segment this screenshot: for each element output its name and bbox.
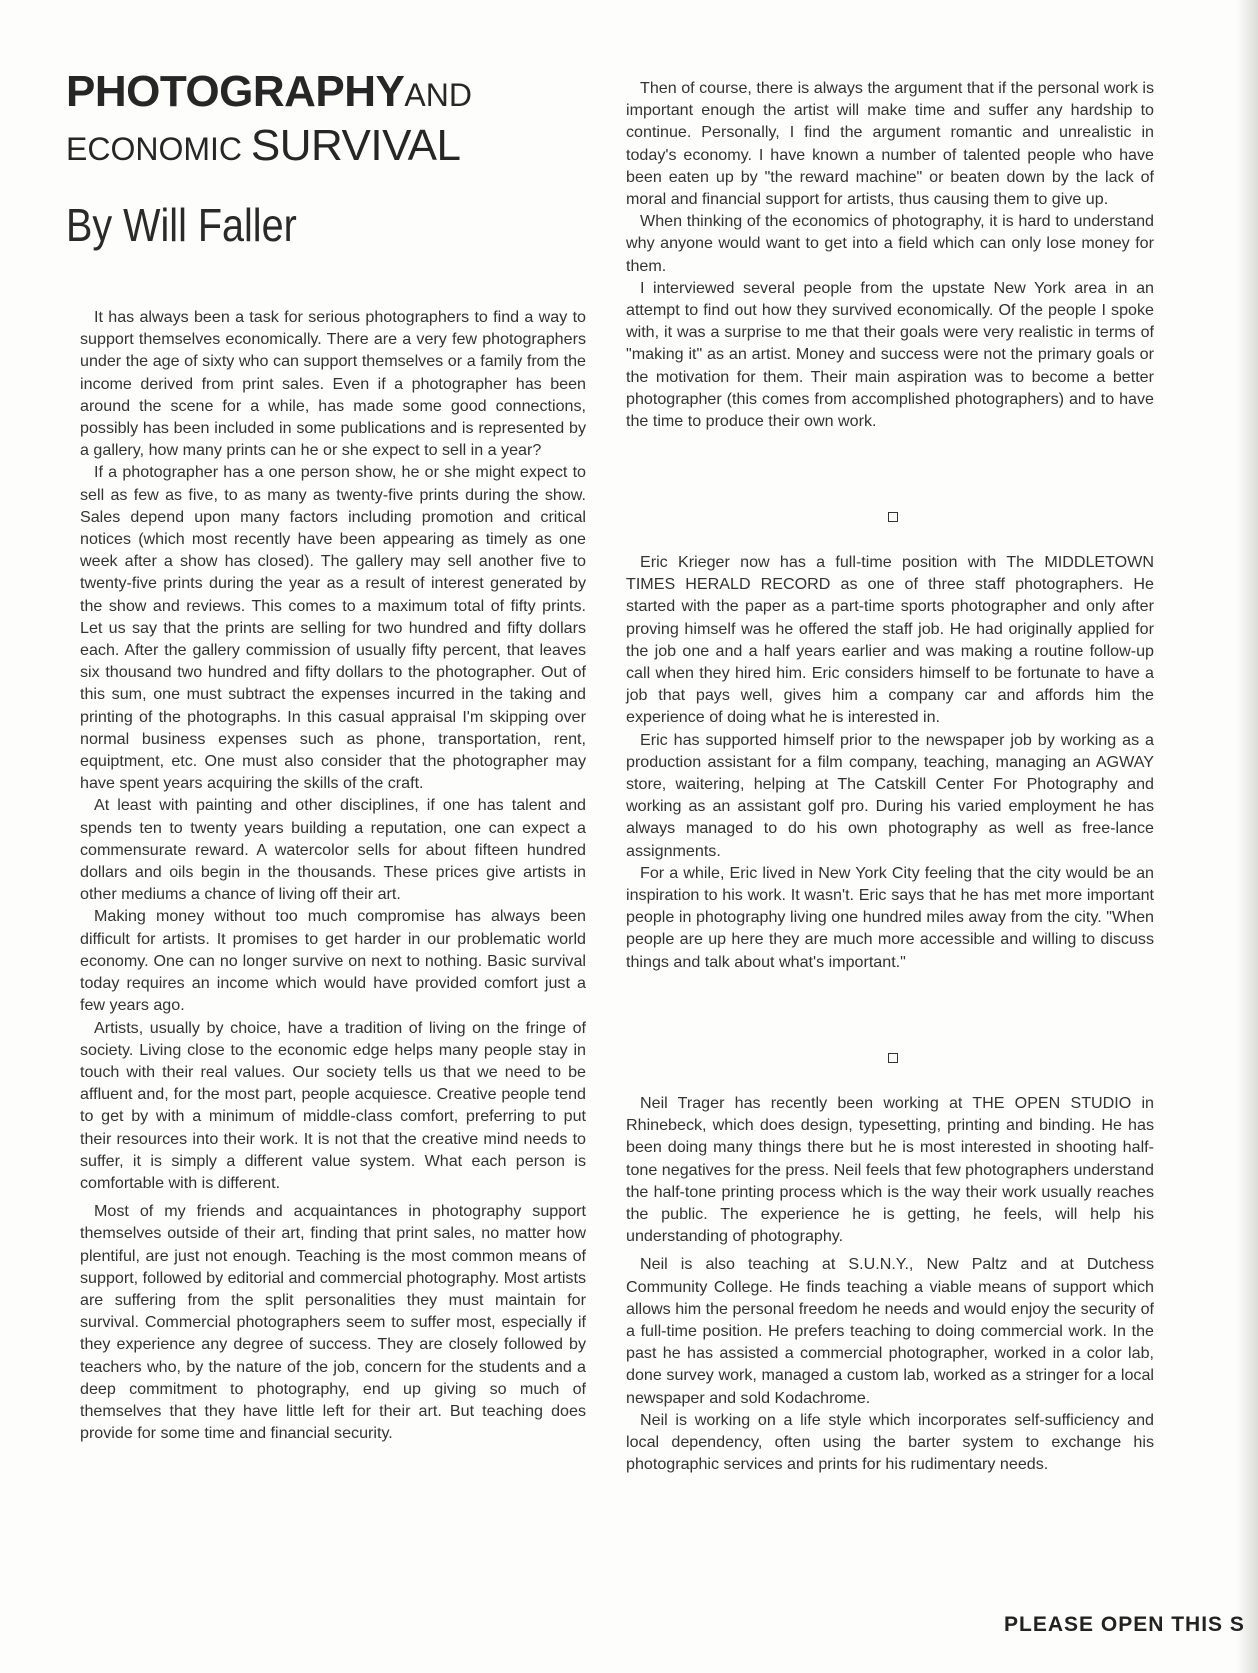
- paragraph: It has always been a task for serious photographers to find a way to support themselves economically. There are a very few photographers under the age of sixty who can support themselves or a family from the income derived from print sales. Even if a photographer has been around the scene for a while, has made some good connections, possibly has been included in some publications and is represented by a gallery, how many prints can he or she expect to sell in a year?: [80, 308, 586, 460]
- section-separator-square: [888, 512, 898, 522]
- paragraph: Neil is working on a life style which incorporates self-sufficiency and local dependency, often using the barter system to exchange his photographic services and prints for his rudimentary needs.: [626, 1410, 1154, 1474]
- paragraph: At least with painting and other disciplines, if one has talent and spends ten to twenty years building a reputation, one can expect a commensurate reward. A watercolor sells for about fifteen hundred dollars and oils begin in the thousands. These prices give artists in other mediums a chance of living off their art.: [80, 796, 586, 904]
- paragraph: I interviewed several people from the upstate New York area in an attempt to find out how they survived economically. Of the people I spoke with, it was a surprise to me that their goals were very realistic in terms of "making it" as an artist. Money and success were not the primary goals or the motivation for them. Their main aspiration was to become a better photographer (this comes from accomplished photographers) and to have the time to produce their own work.: [626, 278, 1154, 431]
- paragraph: Eric Krieger now has a full-time position with The MIDDLETOWN TIMES HERALD RECORD as one of three staff photographers. He started with the paper as a part-time sports photographer and only after proving himself was he offered the staff job. He had originally applied for the job one and a half years earlier and was making a routine follow-up call when they hired him. Eric considers himself to be fortunate to have a job that pays well, gives him a company car and affords him the experience of doing what he is interested in.: [626, 553, 1154, 727]
- paragraph: Then of course, there is always the argument that if the personal work is important enough the artist will make time and suffer any hardship to continue. Personally, I find the argument romantic and unrealistic in today's economy. I have known a number of talented people who have been eaten up by "the reward machine" or beaten down by the lack of moral and financial support for artists, thus causing them to give up.: [626, 79, 1154, 209]
- title-word-and: AND: [404, 77, 472, 113]
- byline: By Will Faller: [66, 199, 297, 251]
- title-word-survival: SURVIVAL: [250, 121, 461, 170]
- paragraph: Most of my friends and acquaintances in photography support themselves outside of their art, finding that print sales, no matter how plentiful, are just not enough. Teaching is the most common means of support, followed by editorial and commercial photography. Most artists are suffering from the split personalities they must maintain for survival. Commercial photographers seem to suffer most, especially if they experience any degree of success. They are closely followed by teachers who, by the nature of the job, concern for the students and a deep commitment to photography, end up giving so much of themselves that they have little left for their art. But teaching does provide for some time and financial security.: [80, 1202, 587, 1443]
- page-edge-shadow: [1236, 0, 1258, 1673]
- section-separator-square: [888, 1053, 898, 1063]
- left-column: [80, 306, 586, 1444]
- paragraph: If a photographer has a one person show, he or she might expect to sell as few as five, to as many as twenty-five prints during the show. Sales depend upon many factors including promotion and critical notices (which most recently have been appearing as timely as one week after a show has closed). The gallery may sell another five to twenty-five prints during the year as a result of interest generated by the show and reviews. This comes to a maximum total of fifty prints. Let us say that the prints are selling for two hundred and fifty dollars each. After the gallery commission of usually fifty percent, that leaves six thousand two hundred and fifty dollars to the photographer. Out of this sum, one must subtract the expenses incurred in the taking and printing of the photographs. In this casual appraisal I'm skipping over normal business expenses such as phone, transportation, rent, equiptment, etc. One must also consider that the photographer may have spent years acquiring the skills of the craft.: [80, 463, 586, 793]
- right-column-intro: [626, 77, 1154, 432]
- paragraph: Making money without too much compromise has always been difficult for artists. It promises to get harder in our problematic world economy. One can no longer survive on next to nothing. Basic survival today requires an income which would have provided comfort just a few years ago.: [80, 907, 586, 1015]
- paragraph: For a while, Eric lived in New York City feeling that the city would be an inspiration to his work. It wasn't. Eric says that he has met more important people in photography living one hundred miles away from the city. "When people are up here they are much more accessible and willing to discuss things and talk about what's important.": [626, 863, 1154, 971]
- article-title: [66, 67, 586, 170]
- right-column-eric-krieger: [626, 551, 1154, 973]
- paragraph: When thinking of the economics of photography, it is hard to understand why anyone would want to get into a field which can only lose money for them.: [626, 212, 1154, 275]
- paragraph: Artists, usually by choice, have a tradition of living on the fringe of society. Living close to the economic edge helps many people stay in touch with their real values. Our society tells us that we need to be affluent and, for the most part, people acquiesce. Creative people tend to get by with a minimum of middle-class comfort, preferring to put their resources into their work. It is not that the creative mind needs to suffer, it is simply a different value system. What each person is comfortable with is different.: [80, 1018, 586, 1192]
- title-word-photography: PHOTOGRAPHY: [66, 67, 405, 116]
- paragraph: Neil is also teaching at S.U.N.Y., New Paltz and at Dutchess Community College. He finds teaching a viable means of support which allows him the personal freedom he needs and would enjoy the security of a full-time position. He prefers teaching to doing commercial work. In the past he has assisted a commercial photographer, worked in a color lab, done survey work, managed a custom lab, worked as a stringer for a local newspaper and sold Kodachrome.: [626, 1255, 1154, 1407]
- right-column-neil-trager: [626, 1092, 1154, 1475]
- continue-notice: PLEASE OPEN THIS S: [1004, 1613, 1245, 1636]
- paragraph: Eric has supported himself prior to the newspaper job by working as a production assistant for a film company, teaching, managing an AGWAY store, waitering, helping at The Catskill Center For Photography and working as an assistant golf pro. During his varied employment he has always managed to do his own photography as well as free-lance assignments.: [626, 730, 1154, 860]
- paragraph: Neil Trager has recently been working at THE OPEN STUDIO in Rhinebeck, which does design, typesetting, printing and binding. He has been doing many things there but he is most interested in shooting half-tone negatives for the press. Neil feels that few photographers understand the half-tone printing process which is the way their work usually reaches the public. The experience he is getting, he feels, will help his understanding of photography.: [626, 1094, 1154, 1246]
- title-word-economic: ECONOMIC: [66, 131, 242, 167]
